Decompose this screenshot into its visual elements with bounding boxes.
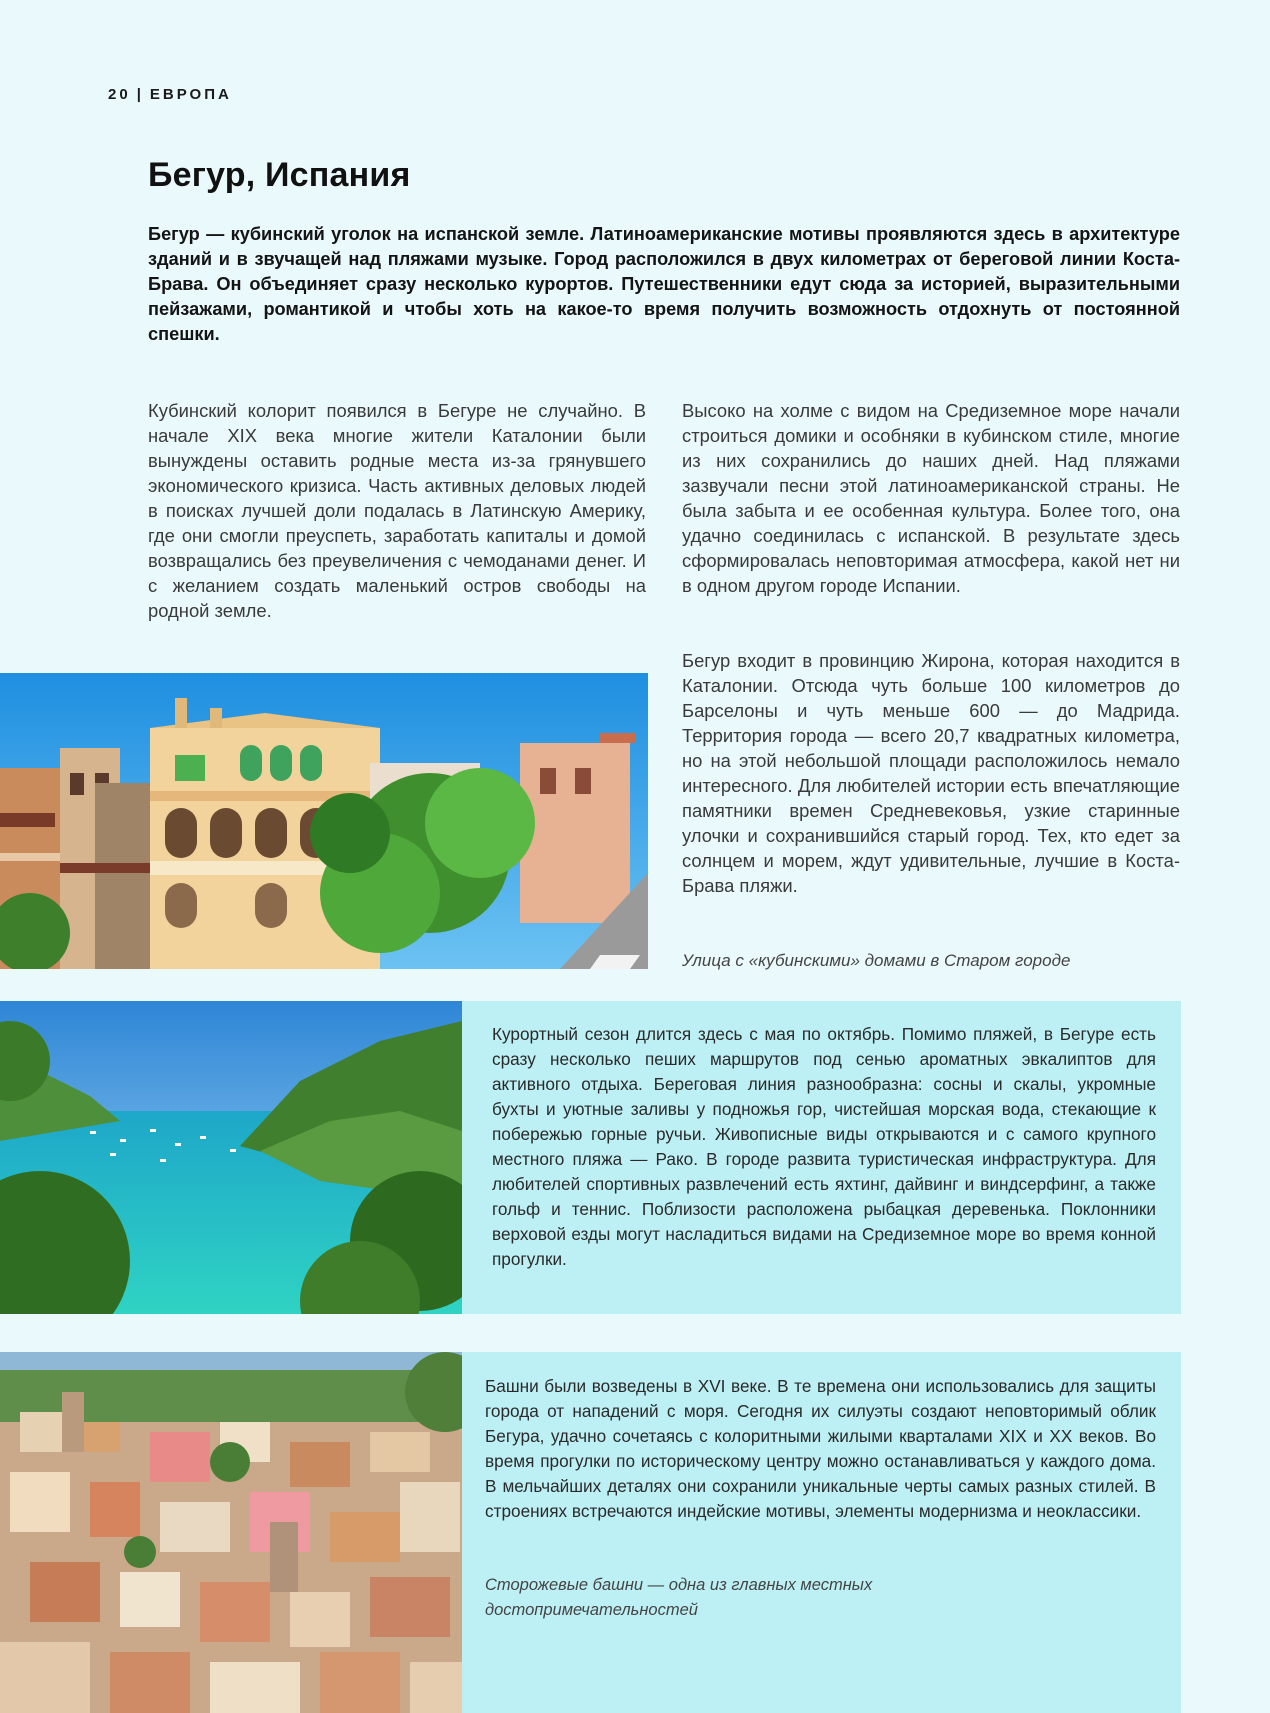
bay-photo <box>0 1001 462 1314</box>
section-name: ЕВРОПА <box>149 86 232 103</box>
lead-paragraph: Бегур — кубинский уголок на испанской земле. Латиноамериканские мотивы проявляются здесь в архитектуре зданий и в звучащей над пляжами музыке. Город расположился в двух километрах от береговой линии Коста-Брава. Он объединяет сразу несколько курортов. Путешественники едут сюда за историей, выразительными пейзажами, романтикой и чтобы хоть на какое-то время получить возможность отдохнуть от постоянной спешки. <box>148 224 1180 344</box>
running-header <box>108 86 232 103</box>
page-number: 20 <box>108 86 131 103</box>
column2-paragraph2: Бегур входит в провинцию Жирона, которая находится в Каталонии. Отсюда чуть больше 100 километров до Барселоны и чуть меньше 600 — до Мадрида. Территория города — всего 20,7 квадратных километра, но на этой небольшой площади расположилось немало интересного. Для любителей истории есть впечатляющие памятники времен Средневековья, узкие старинные улочки и сохранившийся старый город. Тех, кто едет за солнцем и морем, ждут удивительные, лучшие в Коста-Брава пляжи. <box>682 650 1180 896</box>
photo1-caption: Улица с «кубинскими» домами в Старом городе <box>682 951 1071 970</box>
panel1-text: Курортный сезон длится здесь с мая по октябрь. Помимо пляжей, в Бегуре есть сразу несколько пеших маршрутов под сенью ароматных эвкалиптов для активного отдыха. Береговая линия разнообразна: сосны и скалы, укромные бухты и уютные заливы у подножья гор, чистейшая морская вода, стекающие к побережью горные ручьи. Живописные виды открываются и с самого крупного местного пляжа — Рако. В городе развита туристическая инфраструктура. Для любителей спортивных развлечений есть яхтинг, дайвинг и виндсерфинг, а также гольф и теннис. Поблизости расположена рыбацкая деревенька. Поклонники верховой езды могут насладиться видами на Средиземное море во время конной прогулки. <box>492 1024 1156 1269</box>
column2-paragraph1: Высоко на холме с видом на Средиземное море начали строиться домики и особняки в кубинском стиле, многие из них сохранились до наших дней. Над пляжами зазвучали песни этой латиноамериканской страны. Не была забыта и ее особенная культура. Более того, она удачно соединилась с испанской. В результате здесь сформировалась неповторимая атмосфера, какой нет ни в одном другом городе Испании. <box>682 400 1180 596</box>
article-title: Бегур, Испания <box>148 156 411 194</box>
column1-paragraph: Кубинский колорит появился в Бегуре не случайно. В начале XIX века многие жители Каталонии были вынуждены оставить родные места из-за грянувшего экономического кризиса. Часть активных деловых людей в поисках лучшей доли подалась в Латинскую Америку, где они смогли преуспеть, заработать капиталы и домой возвращались без преувеличения с чемоданами денег. И с желанием создать маленький остров свободы на родной земле. <box>148 400 646 621</box>
town-towers-photo <box>0 1352 462 1713</box>
panel2-text: Башни были возведены в XVI веке. В те времена они использовались для защиты города от нападений с моря. Сегодня их силуэты создают неповторимый облик Бегура, удачно сочетаясь с колоритными жилыми кварталами XIX и XX веков. Во время прогулки по историческому центру можно останавливаться у каждого дома. В мельчайших деталях они сохранили уникальные черты самых разных стилей. В строениях встречаются индейские мотивы, элементы модернизма и неоклассики. <box>485 1376 1156 1521</box>
photo3-caption: Сторожевые башни — одна из главных местных достопримечательностей <box>485 1576 873 1619</box>
cuban-houses-photo <box>0 673 648 969</box>
header-separator: | <box>136 86 144 103</box>
